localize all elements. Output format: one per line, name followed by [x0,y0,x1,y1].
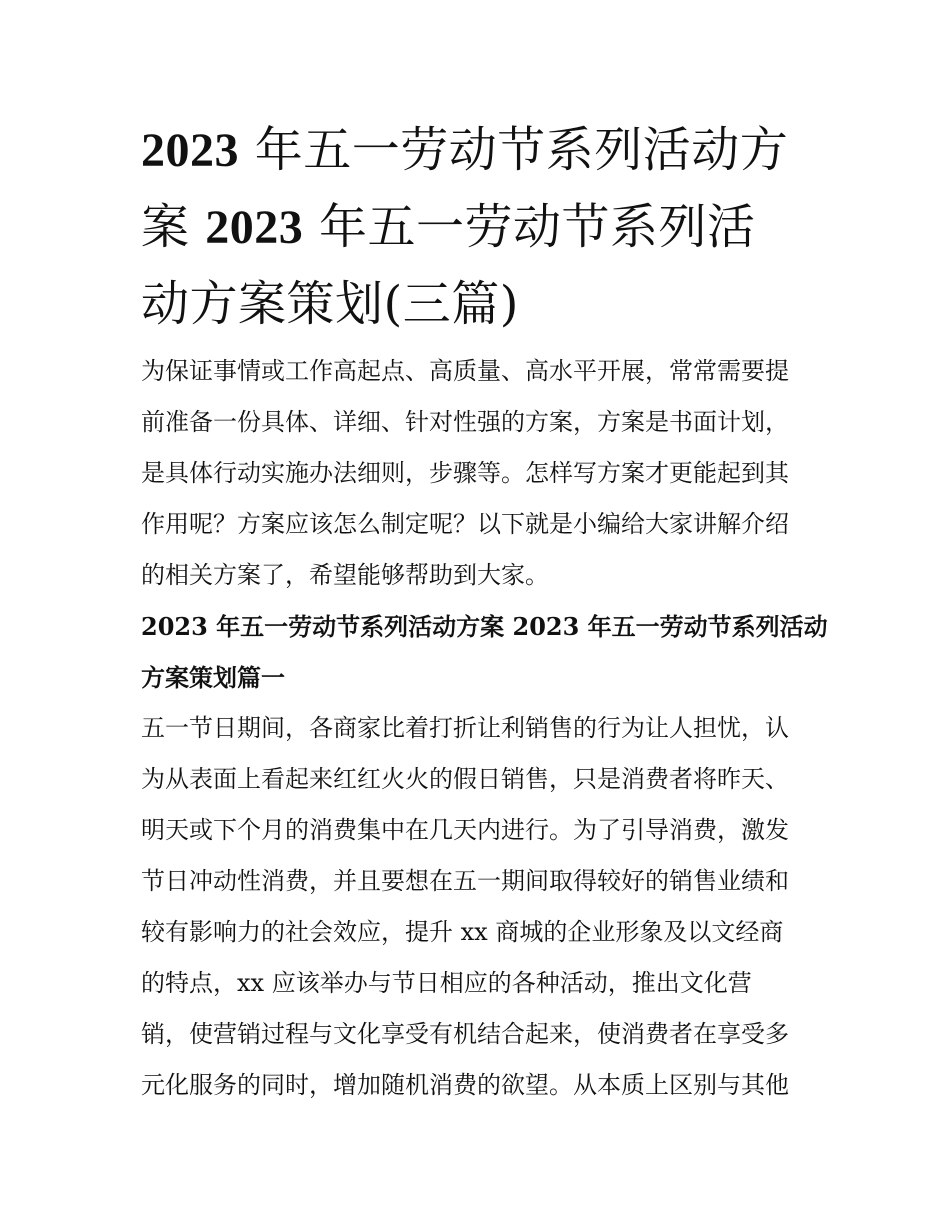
document-title [141,112,813,342]
text-line: 为保证事情或工作高起点、高质量、高水平开展，常常需要提 [141,357,789,385]
text-line: 的特点，xx 应该举办与节日相应的各种活动，推出文化营 [141,969,752,997]
text-line: 明天或下个月的消费集中在几天内进行。为了引导消费，激发 [141,816,789,844]
text-line: 为从表面上看起来红红火火的假日销售，只是消费者将昨天、 [141,765,789,793]
title-line-1 [141,112,813,189]
section-heading [141,601,828,703]
text-line: 元化服务的同时，增加随机消费的欲望。从本质上区别与其他 [141,1071,789,1099]
title-text: 年五一劳动节系列活动方 [254,122,789,178]
text-line: 五一节日期间，各商家比着打折让利销售的行为让人担忧，认 [141,714,789,742]
title-year: 2023 [205,201,304,254]
title-text: 动方案策划(三篇) [141,276,519,332]
title-year: 2023 [141,124,239,177]
title-prefix: 案 [141,199,190,255]
title-line-3 [141,266,813,342]
text-line: 作用呢？方案应该怎么制定呢？以下就是小编给大家讲解介绍 [141,510,789,538]
text-line: 是具体行动实施办法细则，步骤等。怎样写方案才更能起到其 [141,459,789,487]
text-line: 较有影响力的社会效应，提升 xx 商城的企业形象及以文经商 [141,918,784,946]
heading-line: 2023 年五一劳动节系列活动方案 2023 年五一劳动节系列活动 [141,612,828,641]
text-line: 的相关方案了，希望能够帮助到大家。 [141,561,549,589]
title-line-2 [141,189,813,266]
body-paragraph [141,703,813,1111]
title-text: 年五一劳动节系列活 [319,199,756,255]
text-line: 节日冲动性消费，并且要想在五一期间取得较好的销售业绩和 [141,867,789,895]
text-line: 前准备一份具体、详细、针对性强的方案，方案是书面计划， [141,408,789,436]
text-line: 销，使营销过程与文化享受有机结合起来，使消费者在享受多 [141,1020,789,1048]
intro-paragraph [141,346,813,601]
document-page [141,112,828,1111]
heading-line: 方案策划篇一 [141,663,285,692]
